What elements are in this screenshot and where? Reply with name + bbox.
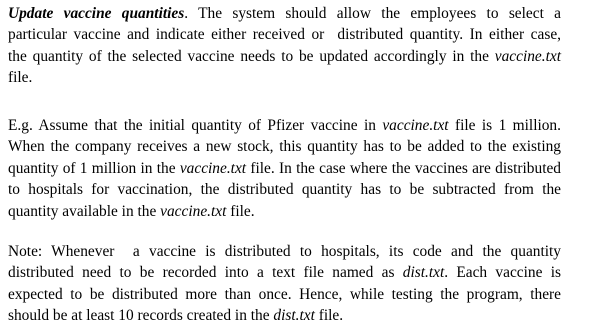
filename-text: vaccine.txt xyxy=(179,159,247,177)
section-heading: Update vaccine quantities xyxy=(8,5,185,22)
text-line xyxy=(8,67,561,88)
text-run: Note: Whenever a vaccine is distributed to hospitals, its code and the quantity xyxy=(8,243,561,260)
text-run: quantity of 1 million in the xyxy=(8,159,180,177)
text-run: should be at least 10 records created in the xyxy=(8,307,274,325)
text-run: . The system should allow the employees to select a xyxy=(184,5,562,22)
text-line xyxy=(8,46,561,67)
text-line xyxy=(8,3,561,24)
filename-text: vaccine.txt xyxy=(382,117,449,134)
text-run: expected to be distributed more than once. Hence, while testing the program, there xyxy=(8,285,561,303)
text-line xyxy=(8,136,561,157)
text-line xyxy=(8,201,561,222)
text-line xyxy=(8,179,561,200)
text-line xyxy=(8,262,561,283)
filename-text: vaccine.txt xyxy=(494,47,561,65)
text-run: distributed need to be recorded into a text file named as xyxy=(8,264,403,282)
text-line xyxy=(8,24,561,45)
text-line xyxy=(8,158,561,179)
paragraph-note-distribution xyxy=(8,241,561,327)
text-line xyxy=(8,284,561,305)
text-run: file. xyxy=(314,307,344,325)
text-run: file. xyxy=(226,202,255,220)
filename-text: dist.txt xyxy=(402,264,445,282)
text-run: the quantity of the selected vaccine needs to be updated accordingly in the xyxy=(8,47,495,65)
text-run: quantity available in the xyxy=(8,202,161,220)
paragraph-update-vaccine-quantities xyxy=(8,3,561,89)
paragraph-example-pfizer xyxy=(8,115,561,222)
text-run: particular vaccine and indicate either received or distributed quantity. In either case, xyxy=(8,26,561,44)
text-run: When the company receives a new stock, this quantity has to be added to the existing xyxy=(8,138,561,156)
text-run: . Each vaccine is xyxy=(444,264,561,282)
text-run: file is 1 million. xyxy=(448,117,561,134)
text-run: file. In the case where the vaccines are distributed xyxy=(246,159,561,177)
text-run: E.g. Assume that the initial quantity of Pfizer vaccine in xyxy=(8,117,383,134)
filename-text: vaccine.txt xyxy=(160,202,227,220)
text-line xyxy=(8,241,561,262)
filename-text: dist.txt xyxy=(273,307,315,325)
text-line xyxy=(8,115,561,136)
text-run: to hospitals for vaccination, the distributed quantity has to be subtracted from the xyxy=(8,181,561,199)
text-run: file. xyxy=(8,69,33,87)
text-line xyxy=(8,305,561,326)
